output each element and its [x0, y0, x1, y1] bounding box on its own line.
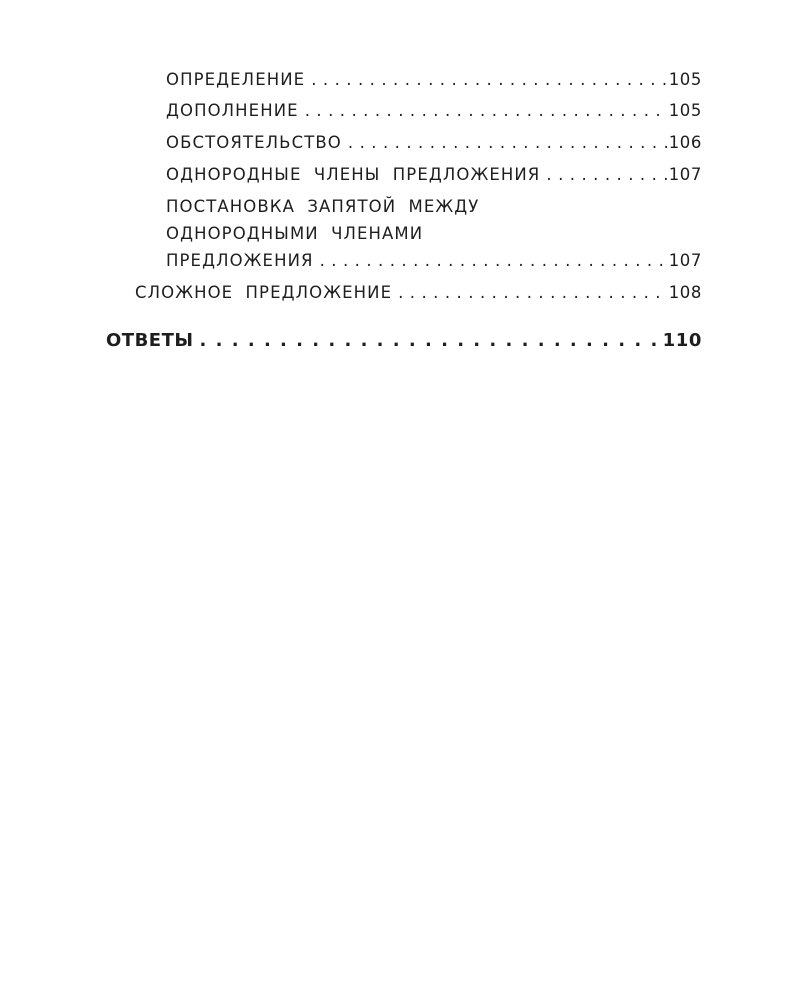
toc-entry-title-line1: ПОСТАНОВКА ЗАПЯТОЙ МЕЖДУ: [166, 197, 480, 216]
toc-entry-title: СЛОЖНОЕ ПРЕДЛОЖЕНИЕ: [135, 283, 393, 302]
toc-entry-title-line2: ОДНОРОДНЫМИ ЧЛЕНАМИ: [166, 224, 424, 243]
toc-entry-title: ОДНОРОДНЫЕ ЧЛЕНЫ ПРЕДЛОЖЕНИЯ: [166, 165, 541, 184]
toc-entry-slozhnoe-predlozhenie: [135, 283, 702, 302]
toc-entry-title: ОПРЕДЕЛЕНИЕ: [166, 70, 306, 89]
dot-leader: [305, 101, 667, 120]
dot-leader: [348, 133, 667, 152]
toc-entry-page: 108: [668, 283, 702, 302]
dot-leader: [320, 251, 667, 270]
dot-leader: [311, 70, 667, 89]
toc-entry-otvety: [106, 330, 702, 351]
dot-leader: [546, 165, 666, 184]
toc-entry-title: ОБСТОЯТЕЛЬСТВО: [166, 133, 342, 152]
toc-entry-page: 106: [668, 133, 702, 152]
toc-entry-obstoyatelstvo: [166, 133, 702, 152]
toc-entry-title: ДОПОЛНЕНИЕ: [166, 101, 299, 120]
toc-entry-dopolnenie: [166, 101, 702, 120]
toc-entry-page: 107: [668, 165, 702, 184]
toc-entry-odnorodnye-chleny: [166, 165, 702, 184]
toc-entry-page: 110: [662, 330, 702, 351]
toc-entry-title: ОТВЕТЫ: [106, 330, 194, 351]
toc-entry-page: 105: [668, 70, 702, 89]
toc-entry-title-line3: ПРЕДЛОЖЕНИЯ: [166, 251, 314, 270]
toc-entry-opredelenie: [166, 70, 702, 89]
toc-entry-page: 107: [668, 251, 702, 270]
toc-entry-postanovka-zapyatoy: [166, 251, 702, 270]
dot-leader: [200, 330, 661, 351]
dot-leader: [398, 283, 667, 302]
toc-entry-page: 105: [668, 101, 702, 120]
